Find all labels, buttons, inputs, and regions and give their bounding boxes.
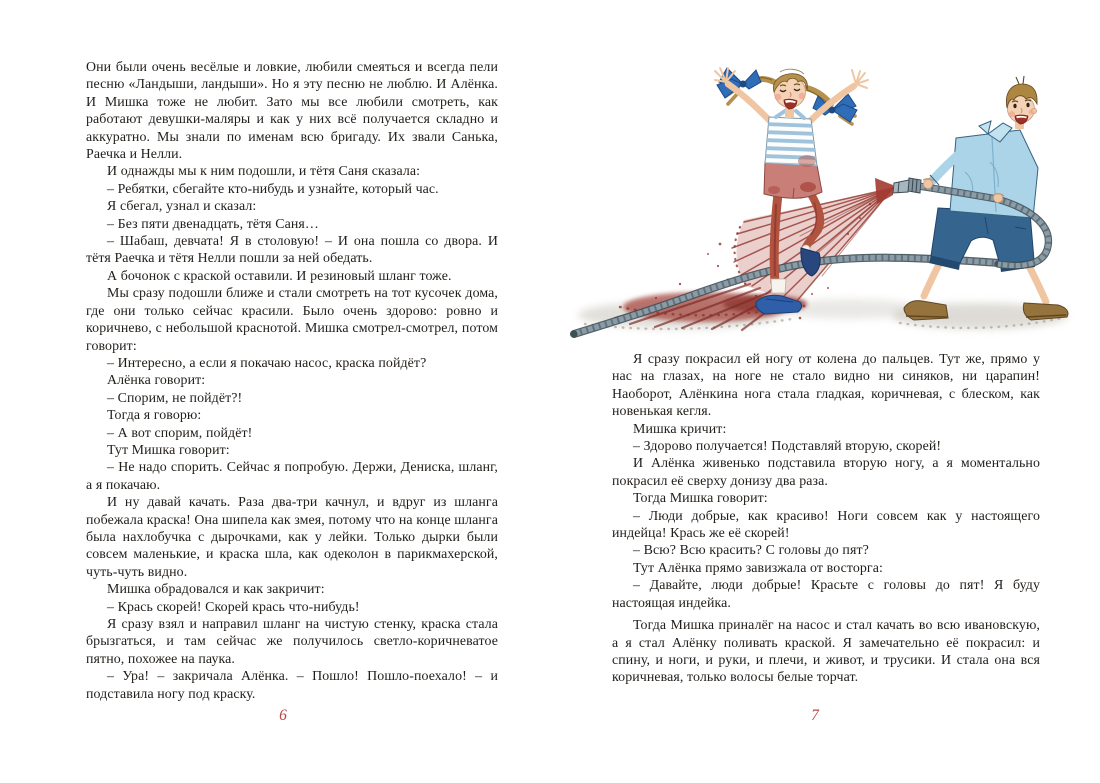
story-paragraph: Мишка кричит: (633, 421, 727, 437)
page-number-left: 6 (279, 707, 287, 724)
story-paragraph: – Всю? Всю красить? С головы до пят? (633, 543, 869, 559)
story-paragraph: Они были очень весёлые и ловкие, любили смеяться и всегда пели песню «Ландыши, ландыши». Но я эту песню не люблю. И Алёнка. И Мишка тоже не любит. Зато мы все любили смотреть, как работают девушки-маляры и как у них всё получается складно и аккуратно. Мы знали по именам всю бригаду. Их звали Санька, Раечка и Нелли. (86, 60, 498, 163)
story-paragraph: – Шабаш, девчата! Я в столовую! – И она пошла со двора. И тётя Раечка и тётя Нелли пошли за ней обедать. (86, 234, 498, 267)
story-paragraph: И ну давай качать. Раза два-три качнул, и вдруг из шланга побежала краска! Она шипела как змея, потому что на конце шланга была нахлобучка с дырочками, как у лейки. Только дырки были совсем маленькие, и краска шла, как одеколон в парикмахерской, чуть-чуть видно. (86, 495, 498, 580)
story-paragraph: Тогда Мишка приналёг на насос и стал качать во всю ивановскую, а я стал Алёнку поливать краской. Я замечательно её покрасил: и спину, и ноги, и руки, и плечи, и живот, и трусики. И стала она вся коричневая, только волосы белые торчат. (612, 618, 1040, 686)
left-page-text-column (86, 59, 498, 703)
story-paragraph: Я сразу взял и направил шланг на чистую стенку, краска стала брызгаться, и там сейчас же получилось светло-коричневатое пятно, похожее на паука. (86, 617, 498, 667)
story-paragraph: Тут Мишка говорит: (107, 442, 230, 458)
page-number-right: 7 (811, 707, 819, 724)
story-paragraph: И однажды мы к ним подошли, и тётя Саня сказала: (107, 164, 421, 180)
story-paragraph: – Здорово получается! Подставляй вторую, скорей! (633, 439, 942, 455)
story-paragraph: Тогда я говорю: (107, 408, 202, 424)
illustration-children-hose-paint (560, 22, 1075, 347)
story-paragraph: Мишка обрадовался и как закричит: (107, 582, 325, 598)
story-paragraph: – Без пяти двенадцать, тётя Саня… (107, 216, 319, 232)
story-paragraph: Тогда Мишка говорит: (633, 491, 768, 507)
hose-nozzle (893, 178, 921, 193)
story-paragraph: – Интересно, а если я покачаю насос, краска пойдёт? (107, 355, 427, 371)
story-paragraph: Алёнка говорит: (107, 373, 206, 389)
story-paragraph: И Алёнка живенько подставила вторую ногу, а я моментально покрасил её сверху донизу два раза. (612, 456, 1040, 489)
story-paragraph: Я сразу покрасил ей ногу от колена до пальцев. Тут же, прямо у нас на глазах, на ноге не стало видно ни синяков, ни царапин! Наоборот, Алёнкина нога стала гладкая, коричневая, с блеском, как новенькая кегля. (612, 352, 1040, 420)
story-paragraph: Мы сразу подошли ближе и стали смотреть на тот кусочек дома, где они только сейчас красили. Было очень здорово: ровно и коричнево, с небольшой краснотой. Мишка смотрел-смотрел, потом говорит: (86, 286, 498, 354)
story-paragraph: – Не надо спорить. Сейчас я попробую. Держи, Дениска, шланг, а я покачаю. (86, 460, 498, 493)
story-paragraph: – Спорим, не пойдёт?! (107, 390, 243, 406)
story-paragraph: – Крась скорей! Скорей крась что-нибудь! (107, 599, 360, 615)
story-paragraph: А бочонок с краской оставили. И резиновый шланг тоже. (107, 268, 452, 284)
story-paragraph: – Люди добрые, как красиво! Ноги совсем как у настоящего индейца! Крась же её скорей! (612, 508, 1040, 542)
story-paragraph: Тут Алёнка прямо завизжала от восторга: (633, 560, 883, 576)
story-paragraph: – А вот спорим, пойдёт! (107, 425, 253, 441)
story-paragraph: – Ура! – закричала Алёнка. – Пошло! Пошло-поехало! – и подставила ногу под краску. (86, 669, 498, 702)
right-page-text-column (612, 351, 1040, 687)
boy-figure (893, 76, 1068, 320)
story-paragraph: – Давайте, люди добрые! Красьте с головы до пят! Я буду настоящая индейка. (612, 578, 1040, 611)
story-paragraph: – Ребятки, сбегайте кто-нибудь и узнайте, который час. (107, 181, 439, 197)
story-paragraph: Я сбегал, узнал и сказал: (107, 199, 257, 215)
